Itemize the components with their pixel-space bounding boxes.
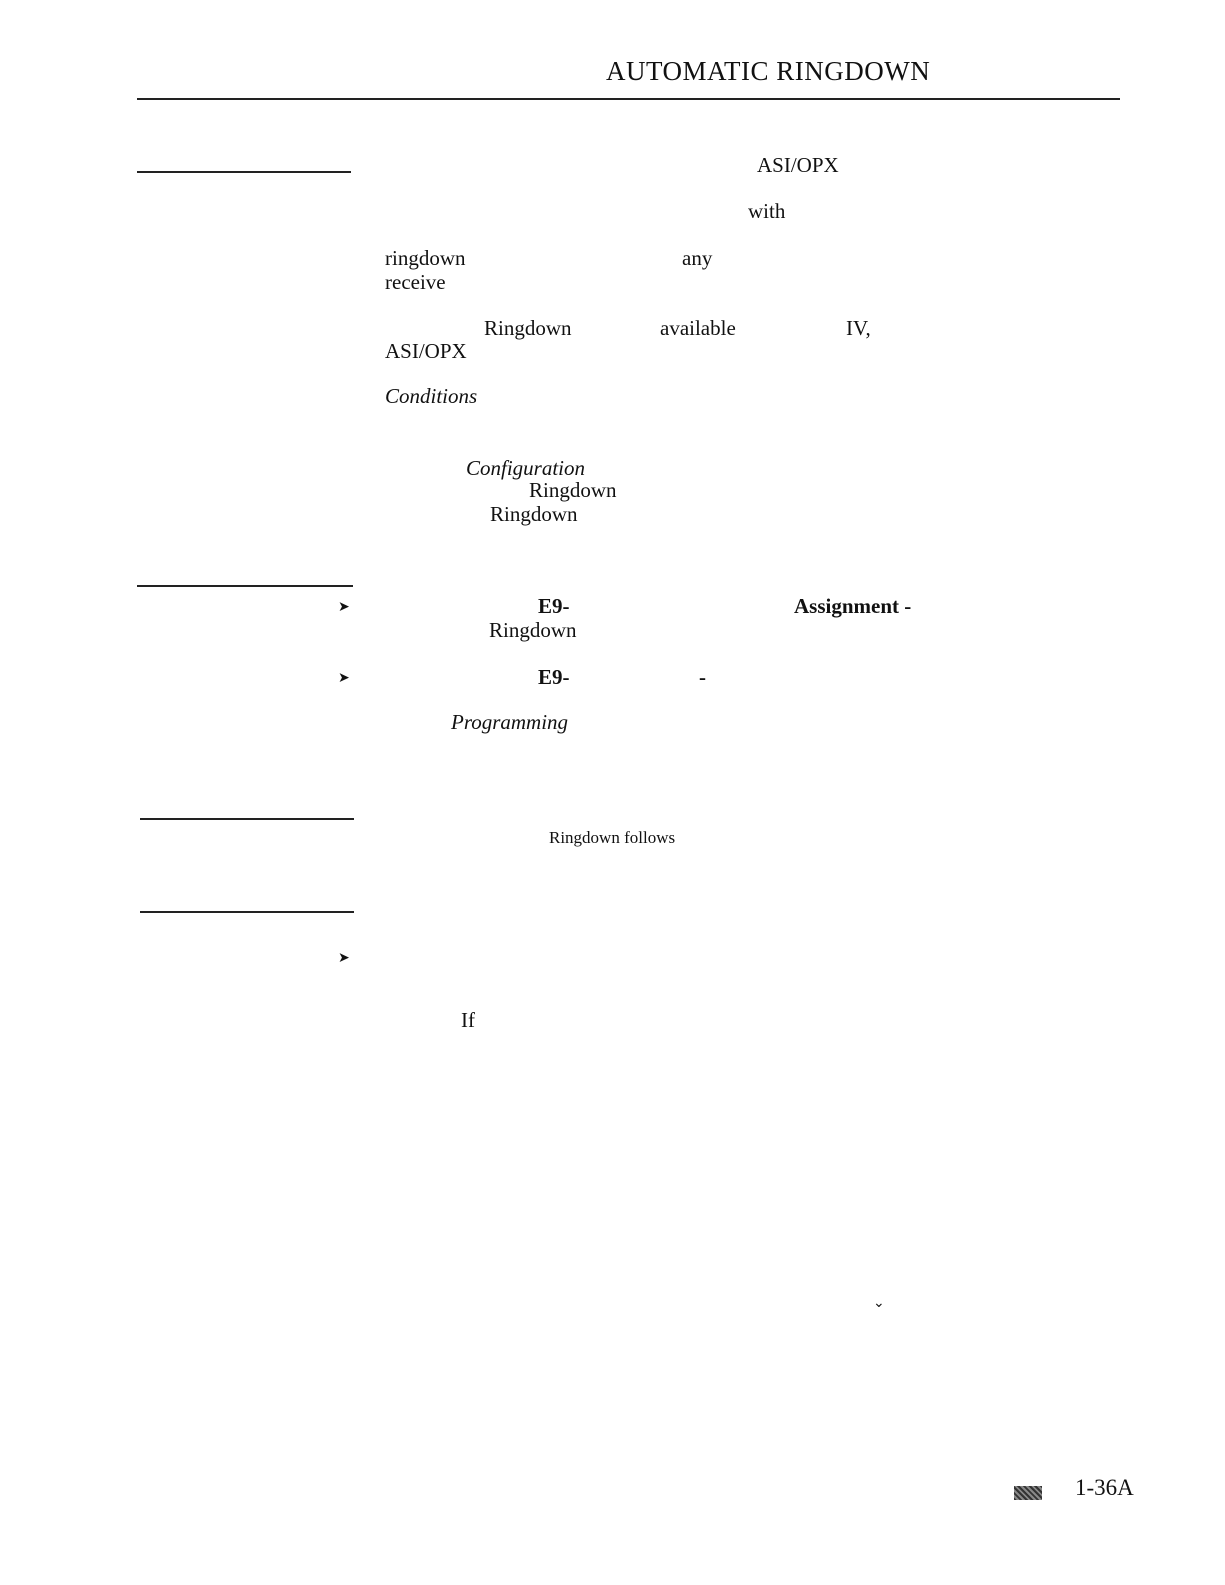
text-receive: receive [385,270,446,294]
text-ringdown: Ringdown [529,478,617,502]
text-programming: Programming [451,710,569,734]
arrow-marker-2: ➤ [338,671,350,686]
text-e9: E9- [538,665,570,689]
text-available: available [660,316,736,340]
text-configuration: Configuration [466,456,586,480]
scan-speck: ⌄ [873,1296,885,1311]
text-conditions: Conditions [385,384,478,408]
text-if: If [461,1008,475,1032]
text-ringdown-follows: Ringdown follows [549,828,676,847]
section-rule-4 [140,911,354,913]
text-iv: IV, [846,316,871,340]
text-assignment: Assignment - [794,594,912,618]
text-ringdown: Ringdown [490,502,578,526]
text-with: with [748,199,786,223]
text-asi-opx: ASI/OPX [385,339,467,363]
section-rule-2 [137,585,353,587]
page-title: AUTOMATIC RINGDOWN [606,56,931,86]
section-rule-3 [140,818,354,820]
page-number: 1-36A [1075,1475,1134,1500]
text-e9: E9- [538,594,570,618]
text-any: any [682,246,713,270]
arrow-marker-1: ➤ [338,600,350,615]
text-ringdown: Ringdown [484,316,572,340]
text-dash: - [699,665,706,689]
publisher-logo-icon [1014,1486,1042,1500]
arrow-marker-3: ➤ [338,951,350,966]
text-ringdown: Ringdown [489,618,577,642]
section-rule-1 [137,171,351,173]
text-ringdown: ringdown [385,246,466,270]
header-rule [137,98,1120,100]
text-asi-opx: ASI/OPX [757,153,839,177]
